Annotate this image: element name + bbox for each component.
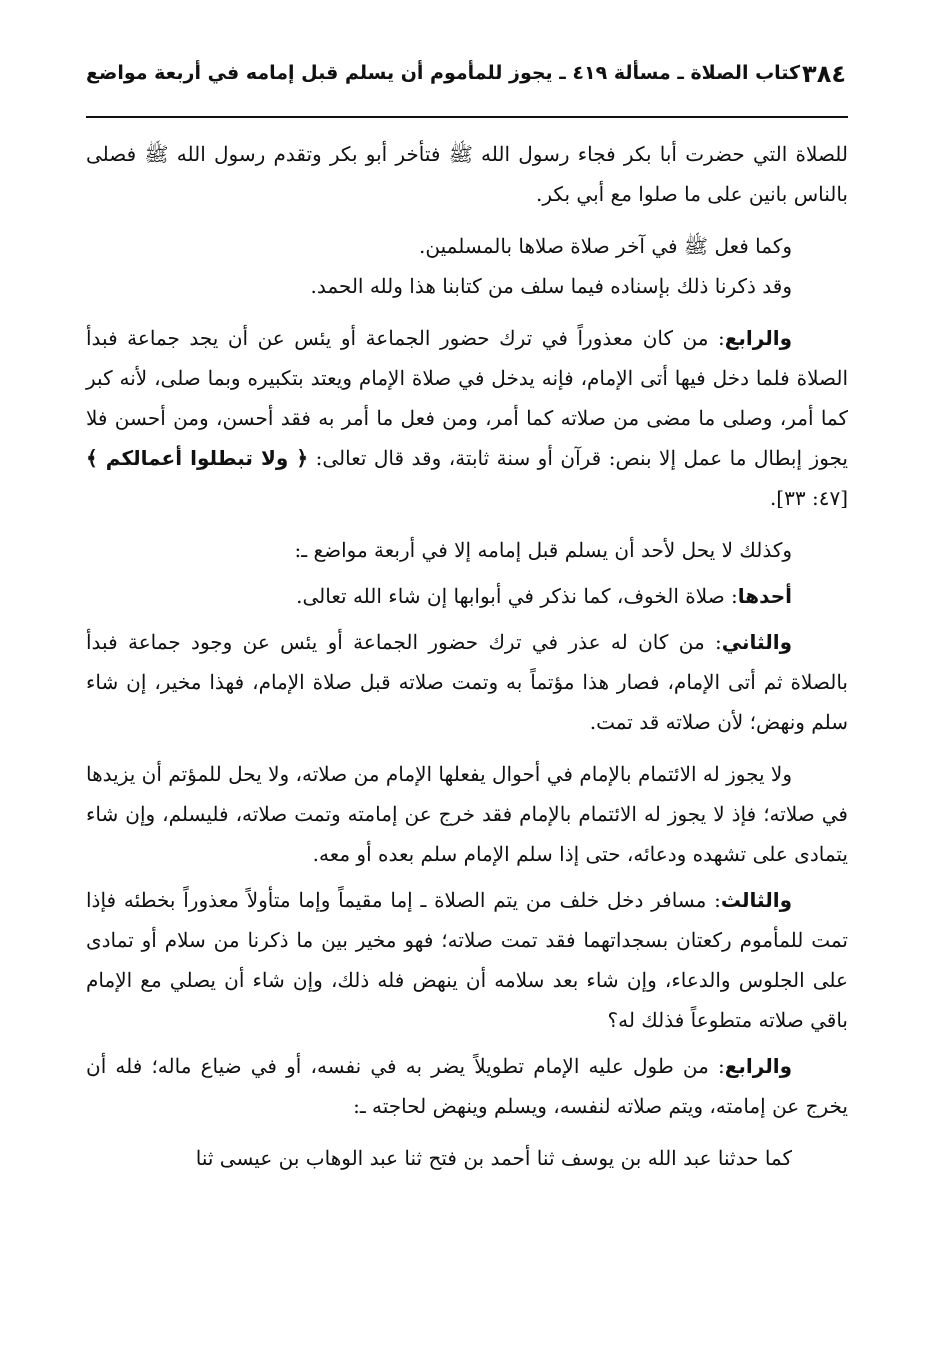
running-title: كتاب الصلاة ـ مسألة ٤١٩ ـ يجوز للمأموم أن يسلم قبل إمامه في أربعة مواضع xyxy=(86,62,801,84)
paragraph xyxy=(86,226,848,266)
paragraph-text: وكذلك لا يحل لأحد أن يسلم قبل إمامه إلا في أربعة مواضع ـ: xyxy=(294,538,792,562)
header-rule xyxy=(86,116,848,118)
paragraph-text: كما حدثنا عبد الله بن يوسف ثنا أحمد بن فتح ثنا عبد الوهاب بن عيسى ثنا xyxy=(195,1146,792,1170)
paragraph-lead: والثالث xyxy=(720,888,792,912)
body-text xyxy=(86,134,848,1178)
paragraph-text: : من كان له عذر في ترك حضور الجماعة أو يئس عن وجود جماعة فبدأ بالصلاة ثم أتى الإمام، فصار هذا مؤتماً به وتمت صلاته قبل صلاة الإمام، فهذا مخير، إن شاء سلم ونهض؛ لأن صلاته قد تمت. xyxy=(86,630,848,734)
paragraph-fourth-excuse xyxy=(86,318,848,518)
quran-reference: [٤٧: ٣٣]. xyxy=(769,486,848,510)
paragraph-text: : مسافر دخل خلف من يتم الصلاة ـ إما مقيماً وإما متأولاً معذوراً بخطئه فإذا تمت للمأموم ركعتان بسجداتهما فقد تمت صلاته؛ فهو مخير بين ما ذكرنا من سلام أو تمادى على الجلوس والدعاء، وإن شاء بعد سلامه أن ينهض فله ذلك، وإن شاء أن يصلي مع الإمام باقي صلاته متطوعاً فذلك له؟ xyxy=(86,888,848,1032)
paragraph xyxy=(86,530,848,570)
paragraph-lead: والرابع xyxy=(724,1054,793,1078)
paragraph-text: : صلاة الخوف، كما نذكر في أبوابها إن شاء الله تعالى. xyxy=(296,584,738,608)
paragraph-text: للصلاة التي حضرت أبا بكر فجاء رسول الله ﷺ فتأخر أبو بكر وتقدم رسول الله ﷺ فصلى بالناس بانين على ما صلوا مع أبي بكر. xyxy=(86,142,848,206)
paragraph-text: : من كان معذوراً في ترك حضور الجماعة أو يئس عن أن يجد جماعة فبدأ الصلاة فلما دخل فيها أتى الإمام، فإنه يدخل في صلاة الإمام ويعتد بتكبيره وبما صلى، لأنه كبر كما أمر، وصلى ما مضى من صلاته كما أمر، ومن فعل ما أمر به فقد أحسن، ومن أحسن فلا يجوز إبطال ما عمل إلا بنص: قرآن أو سنة ثابتة، وقد قال تعالى: xyxy=(86,326,849,470)
paragraph-text: وقد ذكرنا ذلك بإسناده فيما سلف من كتابنا هذا ولله الحمد. xyxy=(310,274,792,298)
paragraph xyxy=(86,754,848,874)
paragraph-text: وكما فعل ﷺ في آخر صلاة صلاها بالمسلمين. xyxy=(419,234,792,258)
paragraph-second-case xyxy=(86,622,848,742)
paragraph-third-case xyxy=(86,880,848,1040)
paragraph-hadith-chain xyxy=(86,1138,848,1178)
paragraph-lead: والثاني xyxy=(721,630,792,654)
paragraph-text: : من طول عليه الإمام تطويلاً يضر به في نفسه، أو في ضياع ماله؛ فله أن يخرج عن إمامته، ويتم صلاته لنفسه، ويسلم وينهض لحاجته ـ: xyxy=(86,1054,848,1118)
page-number: ٣٨٤ xyxy=(802,60,846,88)
paragraph-lead: أحدها xyxy=(737,584,792,608)
page-header xyxy=(86,58,846,102)
paragraph-continuation xyxy=(86,134,848,214)
paragraph-text: ولا يجوز له الائتمام بالإمام في أحوال يفعلها الإمام من صلاته، ولا يحل للمؤتم أن يزيدها في صلاته؛ فإذ لا يجوز له الائتمام بالإمام فقد خرج عن إمامته وتمت صلاته، فليسلم، وإن شاء يتمادى على تشهده ودعائه، حتى إذا سلم الإمام سلم بعده أو معه. xyxy=(86,762,848,866)
paragraph-fourth-case xyxy=(86,1046,848,1126)
paragraph xyxy=(86,266,848,306)
quran-quote: ﴿ ولا تبطلوا أعمالكم ﴾ xyxy=(86,446,309,470)
paragraph-first-case xyxy=(86,576,848,616)
paragraph-lead: والرابع xyxy=(724,326,792,350)
